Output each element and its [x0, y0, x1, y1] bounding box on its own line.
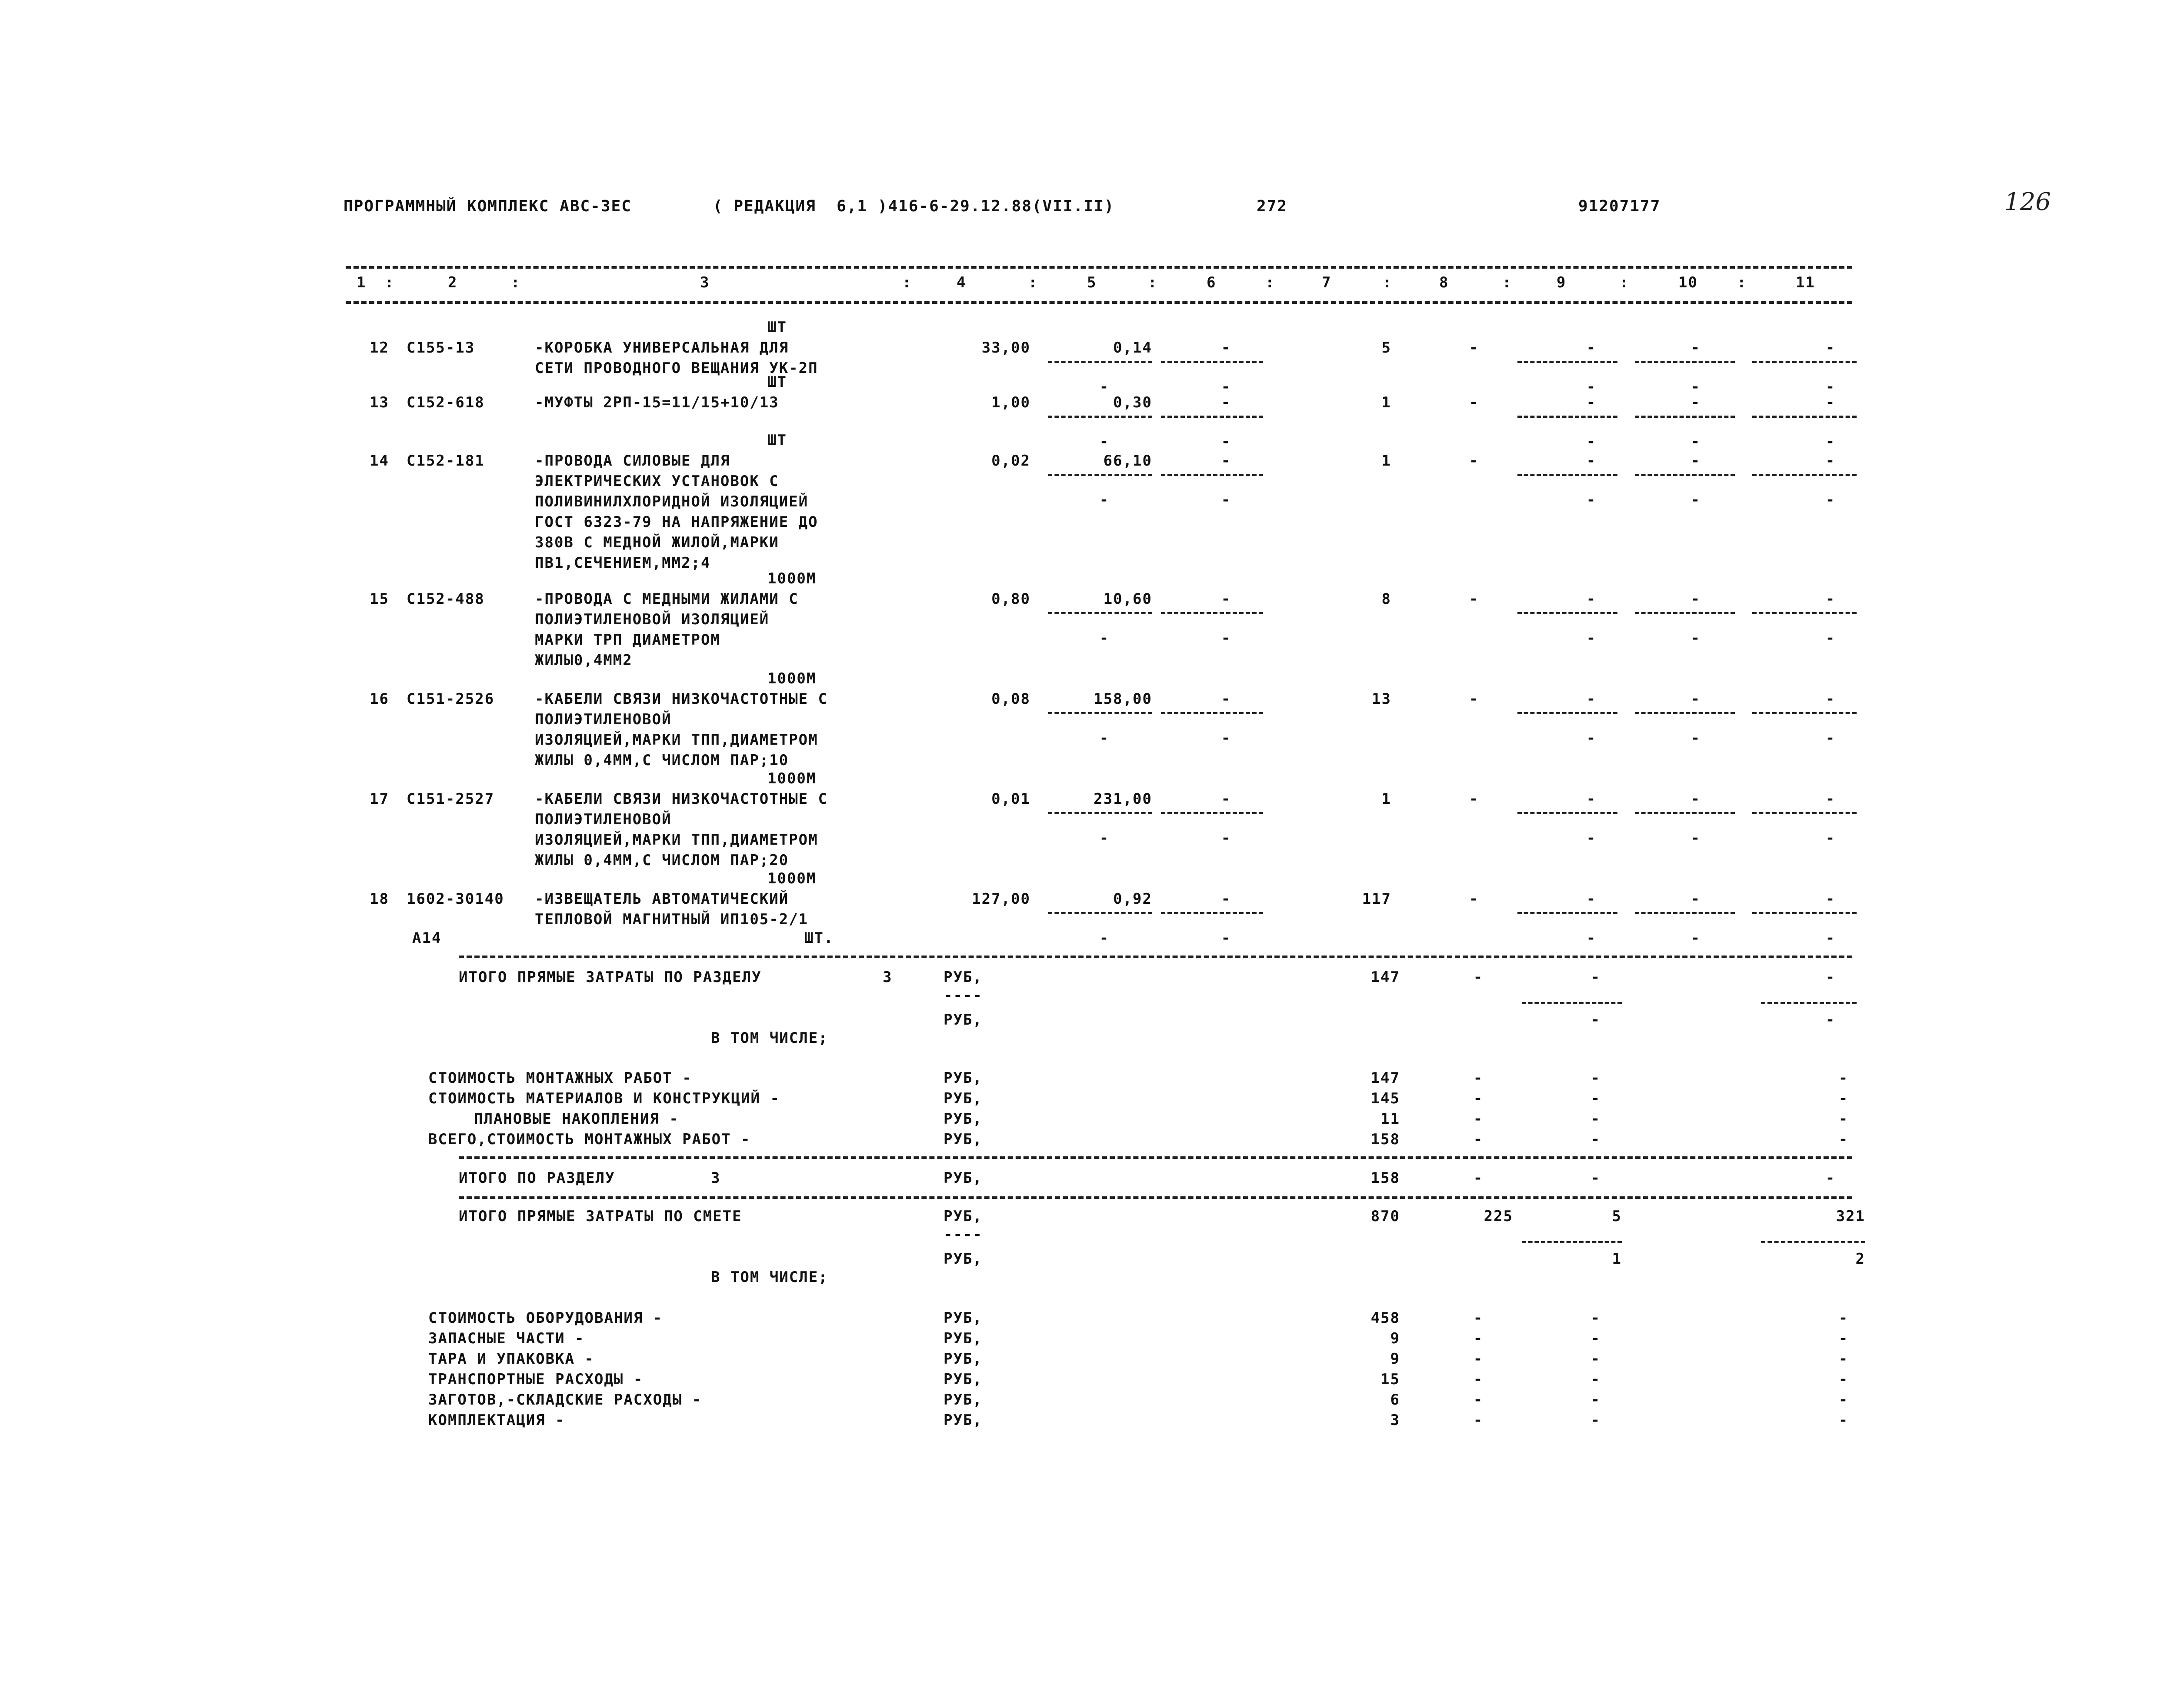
section-total-c9-underline	[1522, 1002, 1622, 1004]
row-name-line: ПВ1,СЕЧЕНИЕМ,ММ2;4	[535, 554, 711, 572]
row-c6-underline	[1161, 912, 1263, 914]
row-c11-sub: -	[1825, 729, 1836, 747]
section-grand-c7: 158	[1370, 1169, 1400, 1187]
row-c6: -	[1221, 339, 1231, 356]
row-quantity: 0,80	[991, 590, 1030, 608]
row-number: 13	[370, 394, 389, 411]
row-c7: 5	[1381, 339, 1391, 356]
column-number: 7	[1322, 274, 1332, 291]
row-price-sub: -	[1099, 629, 1110, 647]
row-c9-underline	[1517, 612, 1617, 614]
row-c9-sub: -	[1586, 491, 1597, 509]
column-number: 4	[957, 274, 967, 291]
row-c11-underline	[1752, 912, 1857, 914]
column-separator: :	[1028, 274, 1038, 291]
column-separator: :	[1737, 274, 1747, 291]
row-name-line: СЕТИ ПРОВОДНОГО ВЕЩАНИЯ УК-2П	[535, 360, 818, 377]
row-price: 0,30	[1113, 394, 1152, 411]
breakdown-label: СТОИМОСТЬ ОБОРУДОВАНИЯ -	[428, 1309, 663, 1327]
column-separator: :	[511, 274, 521, 291]
row-c6-underline	[1161, 361, 1263, 363]
column-separator: :	[1148, 274, 1158, 291]
breakdown-unit: РУБ,	[944, 1371, 983, 1388]
row-c10-underline	[1635, 812, 1735, 814]
edition-info: ( РЕДАКЦИЯ 6,1 )416-6-29.12.88(VII.II)	[713, 197, 1115, 215]
row-code: С152-181	[407, 452, 485, 469]
row-c9: -	[1586, 394, 1597, 411]
row-c11-sub: -	[1825, 491, 1836, 509]
row-c11-underline	[1752, 612, 1857, 614]
breakdown-label: ВСЕГО,СТОИМОСТЬ МОНТАЖНЫХ РАБОТ -	[428, 1131, 751, 1148]
breakdown-c8: -	[1473, 1131, 1484, 1148]
estimate-total-c9-underline	[1522, 1241, 1622, 1243]
row-unit: 1000М	[767, 570, 817, 587]
breakdown-c8: -	[1473, 1309, 1484, 1327]
row-name-line: -ПРОВОДА СИЛОВЫЕ ДЛЯ	[535, 452, 730, 469]
row-price-underline	[1048, 361, 1152, 363]
row-c7: 117	[1362, 890, 1391, 908]
row-c6-underline	[1161, 812, 1263, 814]
row-name-line: ПОЛИЭТИЛЕНОВОЙ	[535, 711, 672, 728]
row-price-underline	[1048, 912, 1152, 914]
row-c11-sub: -	[1825, 829, 1836, 847]
row-c6: -	[1221, 452, 1231, 469]
breakdown-c11: -	[1838, 1330, 1849, 1347]
column-number: 3	[700, 274, 710, 291]
section-total-c8: -	[1473, 969, 1484, 986]
row-c10: -	[1691, 690, 1701, 708]
row-unit: ШТ	[767, 319, 787, 336]
row-c10-sub: -	[1691, 729, 1701, 747]
row-c9-underline	[1517, 474, 1617, 476]
row-c10-sub: -	[1691, 929, 1701, 947]
estimate-total-c7: 870	[1370, 1208, 1400, 1225]
breakdown-unit: РУБ,	[944, 1090, 983, 1107]
breakdown-label: СТОИМОСТЬ МАТЕРИАЛОВ И КОНСТРУКЦИЙ -	[428, 1090, 780, 1107]
row-name-line: -ПРОВОДА С МЕДНЫМИ ЖИЛАМИ С	[535, 590, 799, 608]
section-grand-num: 3	[711, 1169, 721, 1187]
row-c8: -	[1469, 590, 1479, 608]
breakdown-unit: РУБ,	[944, 1350, 983, 1368]
row-c10-underline	[1635, 712, 1735, 714]
breakdown-label: ЗАГОТОВ,-СКЛАДСКИЕ РАСХОДЫ -	[428, 1391, 702, 1408]
column-number: 1	[357, 274, 367, 291]
row-quantity: 1,00	[991, 394, 1030, 411]
breakdown-c9: -	[1590, 1131, 1601, 1148]
row-c9-underline	[1517, 361, 1617, 363]
row-c9-underline	[1517, 416, 1617, 418]
row-c11-underline	[1752, 712, 1857, 714]
section-total-unit: РУБ,	[944, 969, 983, 986]
breakdown-c7: 145	[1370, 1090, 1400, 1107]
row-name-line: ТЕПЛОВОЙ МАГНИТНЫЙ ИП105-2/1	[535, 911, 809, 928]
column-separator: :	[1265, 274, 1275, 291]
including-label-2: В ТОМ ЧИСЛЕ;	[711, 1269, 828, 1286]
row-c6-underline	[1161, 612, 1263, 614]
row-c8: -	[1469, 790, 1479, 808]
row-c11: -	[1825, 394, 1836, 411]
row-unit: 1000М	[767, 770, 817, 787]
section-total-c11-underline	[1761, 1002, 1857, 1004]
row-c11-underline	[1752, 361, 1857, 363]
section-grand-c8: -	[1473, 1169, 1484, 1187]
section-grand-c11: -	[1825, 1169, 1836, 1187]
row-c6-underline	[1161, 416, 1263, 418]
row-unit: 1000М	[767, 870, 817, 887]
row-c10: -	[1691, 339, 1701, 356]
breakdown-c7: 15	[1380, 1371, 1400, 1388]
breakdown-c8: -	[1473, 1371, 1484, 1388]
row-name-line: 380В С МЕДНОЙ ЖИЛОЙ,МАРКИ	[535, 534, 779, 551]
row-quantity: 127,00	[972, 890, 1030, 908]
row-c6-sub: -	[1221, 729, 1231, 747]
row18-unit: ШТ.	[804, 929, 834, 947]
row-c7: 8	[1381, 590, 1391, 608]
row-quantity: 0,02	[991, 452, 1030, 469]
row-name-line: ПОЛИЭТИЛЕНОВОЙ ИЗОЛЯЦИЕЙ	[535, 611, 770, 628]
row-number: 15	[370, 590, 389, 608]
row-name-line: -КОРОБКА УНИВЕРСАЛЬНАЯ ДЛЯ	[535, 339, 789, 356]
row-c9-sub: -	[1586, 433, 1597, 450]
row-unit: ШТ	[767, 373, 787, 391]
row-name-line: ЖИЛЫ 0,4ММ,С ЧИСЛОМ ПАР;20	[535, 852, 789, 869]
row-c6-sub: -	[1221, 378, 1231, 396]
breakdown-c8: -	[1473, 1412, 1484, 1429]
row-price: 0,14	[1113, 339, 1152, 356]
row-c10-underline	[1635, 361, 1735, 363]
row-c6: -	[1221, 790, 1231, 808]
row-name-line: ЖИЛЫ0,4ММ2	[535, 652, 633, 669]
breakdown-c9: -	[1590, 1412, 1601, 1429]
breakdown-c9: -	[1590, 1069, 1601, 1087]
row-quantity: 33,00	[981, 339, 1030, 356]
breakdown-unit: РУБ,	[944, 1309, 983, 1327]
row-c9: -	[1586, 690, 1597, 708]
breakdown-c8: -	[1473, 1090, 1484, 1107]
row-c10-underline	[1635, 912, 1735, 914]
column-number: 10	[1678, 274, 1698, 291]
row-c9: -	[1586, 590, 1597, 608]
breakdown-unit: РУБ,	[944, 1131, 983, 1148]
row-c6-sub: -	[1221, 629, 1231, 647]
breakdown-c11: -	[1838, 1412, 1849, 1429]
row-number: 17	[370, 790, 389, 808]
row-quantity: 0,08	[991, 690, 1030, 708]
row-c7: 1	[1381, 790, 1391, 808]
breakdown-c9: -	[1590, 1110, 1601, 1128]
row-c9-underline	[1517, 712, 1617, 714]
breakdown-label: ЗАПАСНЫЕ ЧАСТИ -	[428, 1330, 585, 1347]
breakdown-c9: -	[1590, 1350, 1601, 1368]
row-c9-sub: -	[1586, 378, 1597, 396]
breakdown-c8: -	[1473, 1391, 1484, 1408]
row-code: 1602-30140	[407, 890, 504, 908]
row-c9: -	[1586, 339, 1597, 356]
row-number: 16	[370, 690, 389, 708]
row-c10-underline	[1635, 612, 1735, 614]
estimate-total-label: ИТОГО ПРЯМЫЕ ЗАТРАТЫ ПО СМЕТЕ	[459, 1208, 742, 1225]
row-name-line: МАРКИ ТРП ДИАМЕТРОМ	[535, 631, 720, 649]
estimate-total-c11-underline	[1761, 1241, 1865, 1243]
row-name-line: ПОЛИВИНИЛХЛОРИДНОЙ ИЗОЛЯЦИЕЙ	[535, 493, 809, 510]
breakdown-c8: -	[1473, 1069, 1484, 1087]
row-price-underline	[1048, 416, 1152, 418]
row-c10-sub: -	[1691, 378, 1701, 396]
breakdown-unit: РУБ,	[944, 1069, 983, 1087]
column-number: 8	[1439, 274, 1449, 291]
row-number: 12	[370, 339, 389, 356]
row-c9-sub: -	[1586, 729, 1597, 747]
row-c11-underline	[1752, 416, 1857, 418]
row-c11: -	[1825, 690, 1836, 708]
section-rule-2	[459, 1156, 1852, 1159]
section-total-c7: 147	[1370, 969, 1400, 986]
row-code: С155-13	[407, 339, 475, 356]
section-total-num: 3	[883, 969, 893, 986]
breakdown-c9: -	[1590, 1309, 1601, 1327]
row-price-underline	[1048, 712, 1152, 714]
row-c6-underline	[1161, 474, 1263, 476]
section-total-c11-b: -	[1825, 1011, 1836, 1029]
row-c10: -	[1691, 890, 1701, 908]
row-c8: -	[1469, 452, 1479, 469]
row-c6: -	[1221, 394, 1231, 411]
row-c9: -	[1586, 890, 1597, 908]
breakdown-c8: -	[1473, 1330, 1484, 1347]
section-total-c9: -	[1590, 969, 1601, 986]
row-c9-sub: -	[1586, 929, 1597, 947]
row-name-line: ИЗОЛЯЦИЕЙ,МАРКИ ТПП,ДИАМЕТРОМ	[535, 831, 818, 849]
breakdown-c11: -	[1838, 1391, 1849, 1408]
row-c10: -	[1691, 590, 1701, 608]
breakdown-unit: РУБ,	[944, 1412, 983, 1429]
row-unit: 1000М	[767, 670, 817, 687]
row-c11-underline	[1752, 474, 1857, 476]
breakdown-c7: 158	[1370, 1131, 1400, 1148]
breakdown-c8: -	[1473, 1110, 1484, 1128]
row-price: 66,10	[1103, 452, 1152, 469]
row-price-underline	[1048, 812, 1152, 814]
breakdown-c7: 458	[1370, 1309, 1400, 1327]
column-number: 2	[448, 274, 458, 291]
row-c7: 13	[1372, 690, 1391, 708]
column-separator: :	[385, 274, 395, 291]
row-c6: -	[1221, 590, 1231, 608]
breakdown-label: СТОИМОСТЬ МОНТАЖНЫХ РАБОТ -	[428, 1069, 692, 1087]
section-grand-unit: РУБ,	[944, 1169, 983, 1187]
row-c8: -	[1469, 394, 1479, 411]
row-c11: -	[1825, 890, 1836, 908]
document-code: 91207177	[1578, 197, 1661, 215]
breakdown-c7: 11	[1380, 1110, 1400, 1128]
estimate-total-unit: РУБ,	[944, 1208, 983, 1225]
section-rule-1	[459, 956, 1852, 958]
row-c9-sub: -	[1586, 829, 1597, 847]
row-c11-sub: -	[1825, 378, 1836, 396]
section-total-sub-mark: ----	[944, 987, 983, 1004]
breakdown-c9: -	[1590, 1391, 1601, 1408]
breakdown-c11: -	[1838, 1069, 1849, 1087]
row-price-underline	[1048, 612, 1152, 614]
row-quantity: 0,01	[991, 790, 1030, 808]
row-name-line: ИЗОЛЯЦИЕЙ,МАРКИ ТПП,ДИАМЕТРОМ	[535, 731, 818, 749]
section-grand-c9: -	[1590, 1169, 1601, 1187]
including-label-1: В ТОМ ЧИСЛЕ;	[711, 1029, 828, 1047]
breakdown-c11: -	[1838, 1371, 1849, 1388]
row-price: 158,00	[1094, 690, 1152, 708]
row-c11-underline	[1752, 812, 1857, 814]
row-c9-sub: -	[1586, 629, 1597, 647]
row-c8: -	[1469, 339, 1479, 356]
row-c10-underline	[1635, 416, 1735, 418]
column-separator: :	[1383, 274, 1393, 291]
row-c11: -	[1825, 339, 1836, 356]
row-c6-sub: -	[1221, 433, 1231, 450]
section-grand-label: ИТОГО ПО РАЗДЕЛУ	[459, 1169, 615, 1187]
estimate-total-c11: 321	[1836, 1208, 1865, 1225]
row-name-line: ГОСТ 6323-79 НА НАПРЯЖЕНИЕ ДО	[535, 513, 818, 531]
row-number: 14	[370, 452, 389, 469]
row-name-line: -МУФТЫ 2РП-15=11/15+10/13	[535, 394, 779, 411]
row-code: С151-2526	[407, 690, 495, 708]
row-price: 0,92	[1113, 890, 1152, 908]
row-code: С151-2527	[407, 790, 495, 808]
column-number: 6	[1207, 274, 1217, 291]
breakdown-unit: РУБ,	[944, 1391, 983, 1408]
breakdown-label: ТАРА И УПАКОВКА -	[428, 1350, 594, 1368]
row18-sub-code: А14	[412, 929, 442, 947]
row-price-sub: -	[1099, 729, 1110, 747]
row-c10-sub: -	[1691, 829, 1701, 847]
breakdown-c11: -	[1838, 1350, 1849, 1368]
table-top-rule	[346, 266, 1852, 269]
breakdown-c11: -	[1838, 1131, 1849, 1148]
breakdown-c9: -	[1590, 1090, 1601, 1107]
row-code: С152-618	[407, 394, 485, 411]
column-separator: :	[1502, 274, 1512, 291]
column-separator: :	[1620, 274, 1630, 291]
row-c6-sub: -	[1221, 829, 1231, 847]
row-c11: -	[1825, 590, 1836, 608]
breakdown-label: ПЛАНОВЫЕ НАКОПЛЕНИЯ -	[474, 1110, 679, 1128]
breakdown-label: ТРАНСПОРТНЫЕ РАСХОДЫ -	[428, 1371, 644, 1388]
breakdown-c9: -	[1590, 1371, 1601, 1388]
breakdown-unit: РУБ,	[944, 1330, 983, 1347]
estimate-total-c8: 225	[1484, 1208, 1513, 1225]
row-c11-sub: -	[1825, 433, 1836, 450]
row-price: 231,00	[1094, 790, 1152, 808]
estimate-total-unit-2: РУБ,	[944, 1250, 983, 1268]
row-number: 18	[370, 890, 389, 908]
row-c6: -	[1221, 890, 1231, 908]
breakdown-c7: 9	[1390, 1330, 1400, 1347]
section-total-unit-2: РУБ,	[944, 1011, 983, 1029]
breakdown-c7: 6	[1390, 1391, 1400, 1408]
row-c11: -	[1825, 790, 1836, 808]
breakdown-c11: -	[1838, 1309, 1849, 1327]
row-price-sub: -	[1099, 433, 1110, 450]
estimate-total-c11-b: 2	[1855, 1250, 1865, 1268]
breakdown-c7: 147	[1370, 1069, 1400, 1087]
column-number: 9	[1557, 274, 1567, 291]
row-c9-underline	[1517, 812, 1617, 814]
row-name-line: ЭЛЕКТРИЧЕСКИХ УСТАНОВОК С	[535, 473, 779, 490]
breakdown-c11: -	[1838, 1090, 1849, 1107]
row-price-sub: -	[1099, 491, 1110, 509]
row-name-line: -ИЗВЕЩАТЕЛЬ АВТОМАТИЧЕСКИЙ	[535, 890, 789, 908]
row-c10-underline	[1635, 474, 1735, 476]
row-c11-sub: -	[1825, 929, 1836, 947]
breakdown-c8: -	[1473, 1350, 1484, 1368]
row-c10: -	[1691, 790, 1701, 808]
row-price-sub: -	[1099, 378, 1110, 396]
row-price: 10,60	[1103, 590, 1152, 608]
breakdown-label: КОМПЛЕКТАЦИЯ -	[428, 1412, 565, 1429]
row-c10: -	[1691, 452, 1701, 469]
row-c10-sub: -	[1691, 491, 1701, 509]
row-c7: 1	[1381, 394, 1391, 411]
breakdown-c7: 9	[1390, 1350, 1400, 1368]
row-unit: ШТ	[767, 432, 787, 449]
handwritten-sheet-number: 126	[2004, 188, 2051, 216]
row-c10-sub: -	[1691, 433, 1701, 450]
row-c6-sub: -	[1221, 929, 1231, 947]
row-c9: -	[1586, 452, 1597, 469]
breakdown-c7: 3	[1390, 1412, 1400, 1429]
row-c10: -	[1691, 394, 1701, 411]
estimate-total-sub-mark: ----	[944, 1226, 983, 1243]
section-total-c9-b: -	[1590, 1011, 1601, 1029]
row-code: С152-488	[407, 590, 485, 608]
section-total-label: ИТОГО ПРЯМЫЕ ЗАТРАТЫ ПО РАЗДЕЛУ	[459, 969, 762, 986]
section-total-c11: -	[1825, 969, 1836, 986]
row-c9-underline	[1517, 912, 1617, 914]
row-c9: -	[1586, 790, 1597, 808]
row-c8: -	[1469, 890, 1479, 908]
breakdown-c11: -	[1838, 1110, 1849, 1128]
row-c6-underline	[1161, 712, 1263, 714]
breakdown-c9: -	[1590, 1330, 1601, 1347]
column-number: 5	[1087, 274, 1097, 291]
row-c11-sub: -	[1825, 629, 1836, 647]
row-c11: -	[1825, 452, 1836, 469]
estimate-total-c9-b: 1	[1612, 1250, 1622, 1268]
row-c8: -	[1469, 690, 1479, 708]
column-header-rule	[346, 301, 1852, 304]
column-number: 11	[1796, 274, 1815, 291]
section-rule-3	[459, 1196, 1852, 1199]
row-name-line: ПОЛИЭТИЛЕНОВОЙ	[535, 811, 672, 828]
page-number: 272	[1257, 197, 1288, 215]
row-price-sub: -	[1099, 929, 1110, 947]
row-c10-sub: -	[1691, 629, 1701, 647]
program-title: ПРОГРАММНЫЙ КОМПЛЕКС АВС-3ЕС	[343, 197, 632, 215]
row-c7: 1	[1381, 452, 1391, 469]
breakdown-unit: РУБ,	[944, 1110, 983, 1128]
row-name-line: -КАБЕЛИ СВЯЗИ НИЗКОЧАСТОТНЫЕ С	[535, 690, 828, 708]
estimate-total-c9: 5	[1612, 1208, 1622, 1225]
column-separator: :	[902, 274, 912, 291]
row-price-sub: -	[1099, 829, 1110, 847]
row-name-line: -КАБЕЛИ СВЯЗИ НИЗКОЧАСТОТНЫЕ С	[535, 790, 828, 808]
row-c6-sub: -	[1221, 491, 1231, 509]
row-name-line: ЖИЛЫ 0,4ММ,С ЧИСЛОМ ПАР;10	[535, 752, 789, 769]
row-c6: -	[1221, 690, 1231, 708]
row-price-underline	[1048, 474, 1152, 476]
